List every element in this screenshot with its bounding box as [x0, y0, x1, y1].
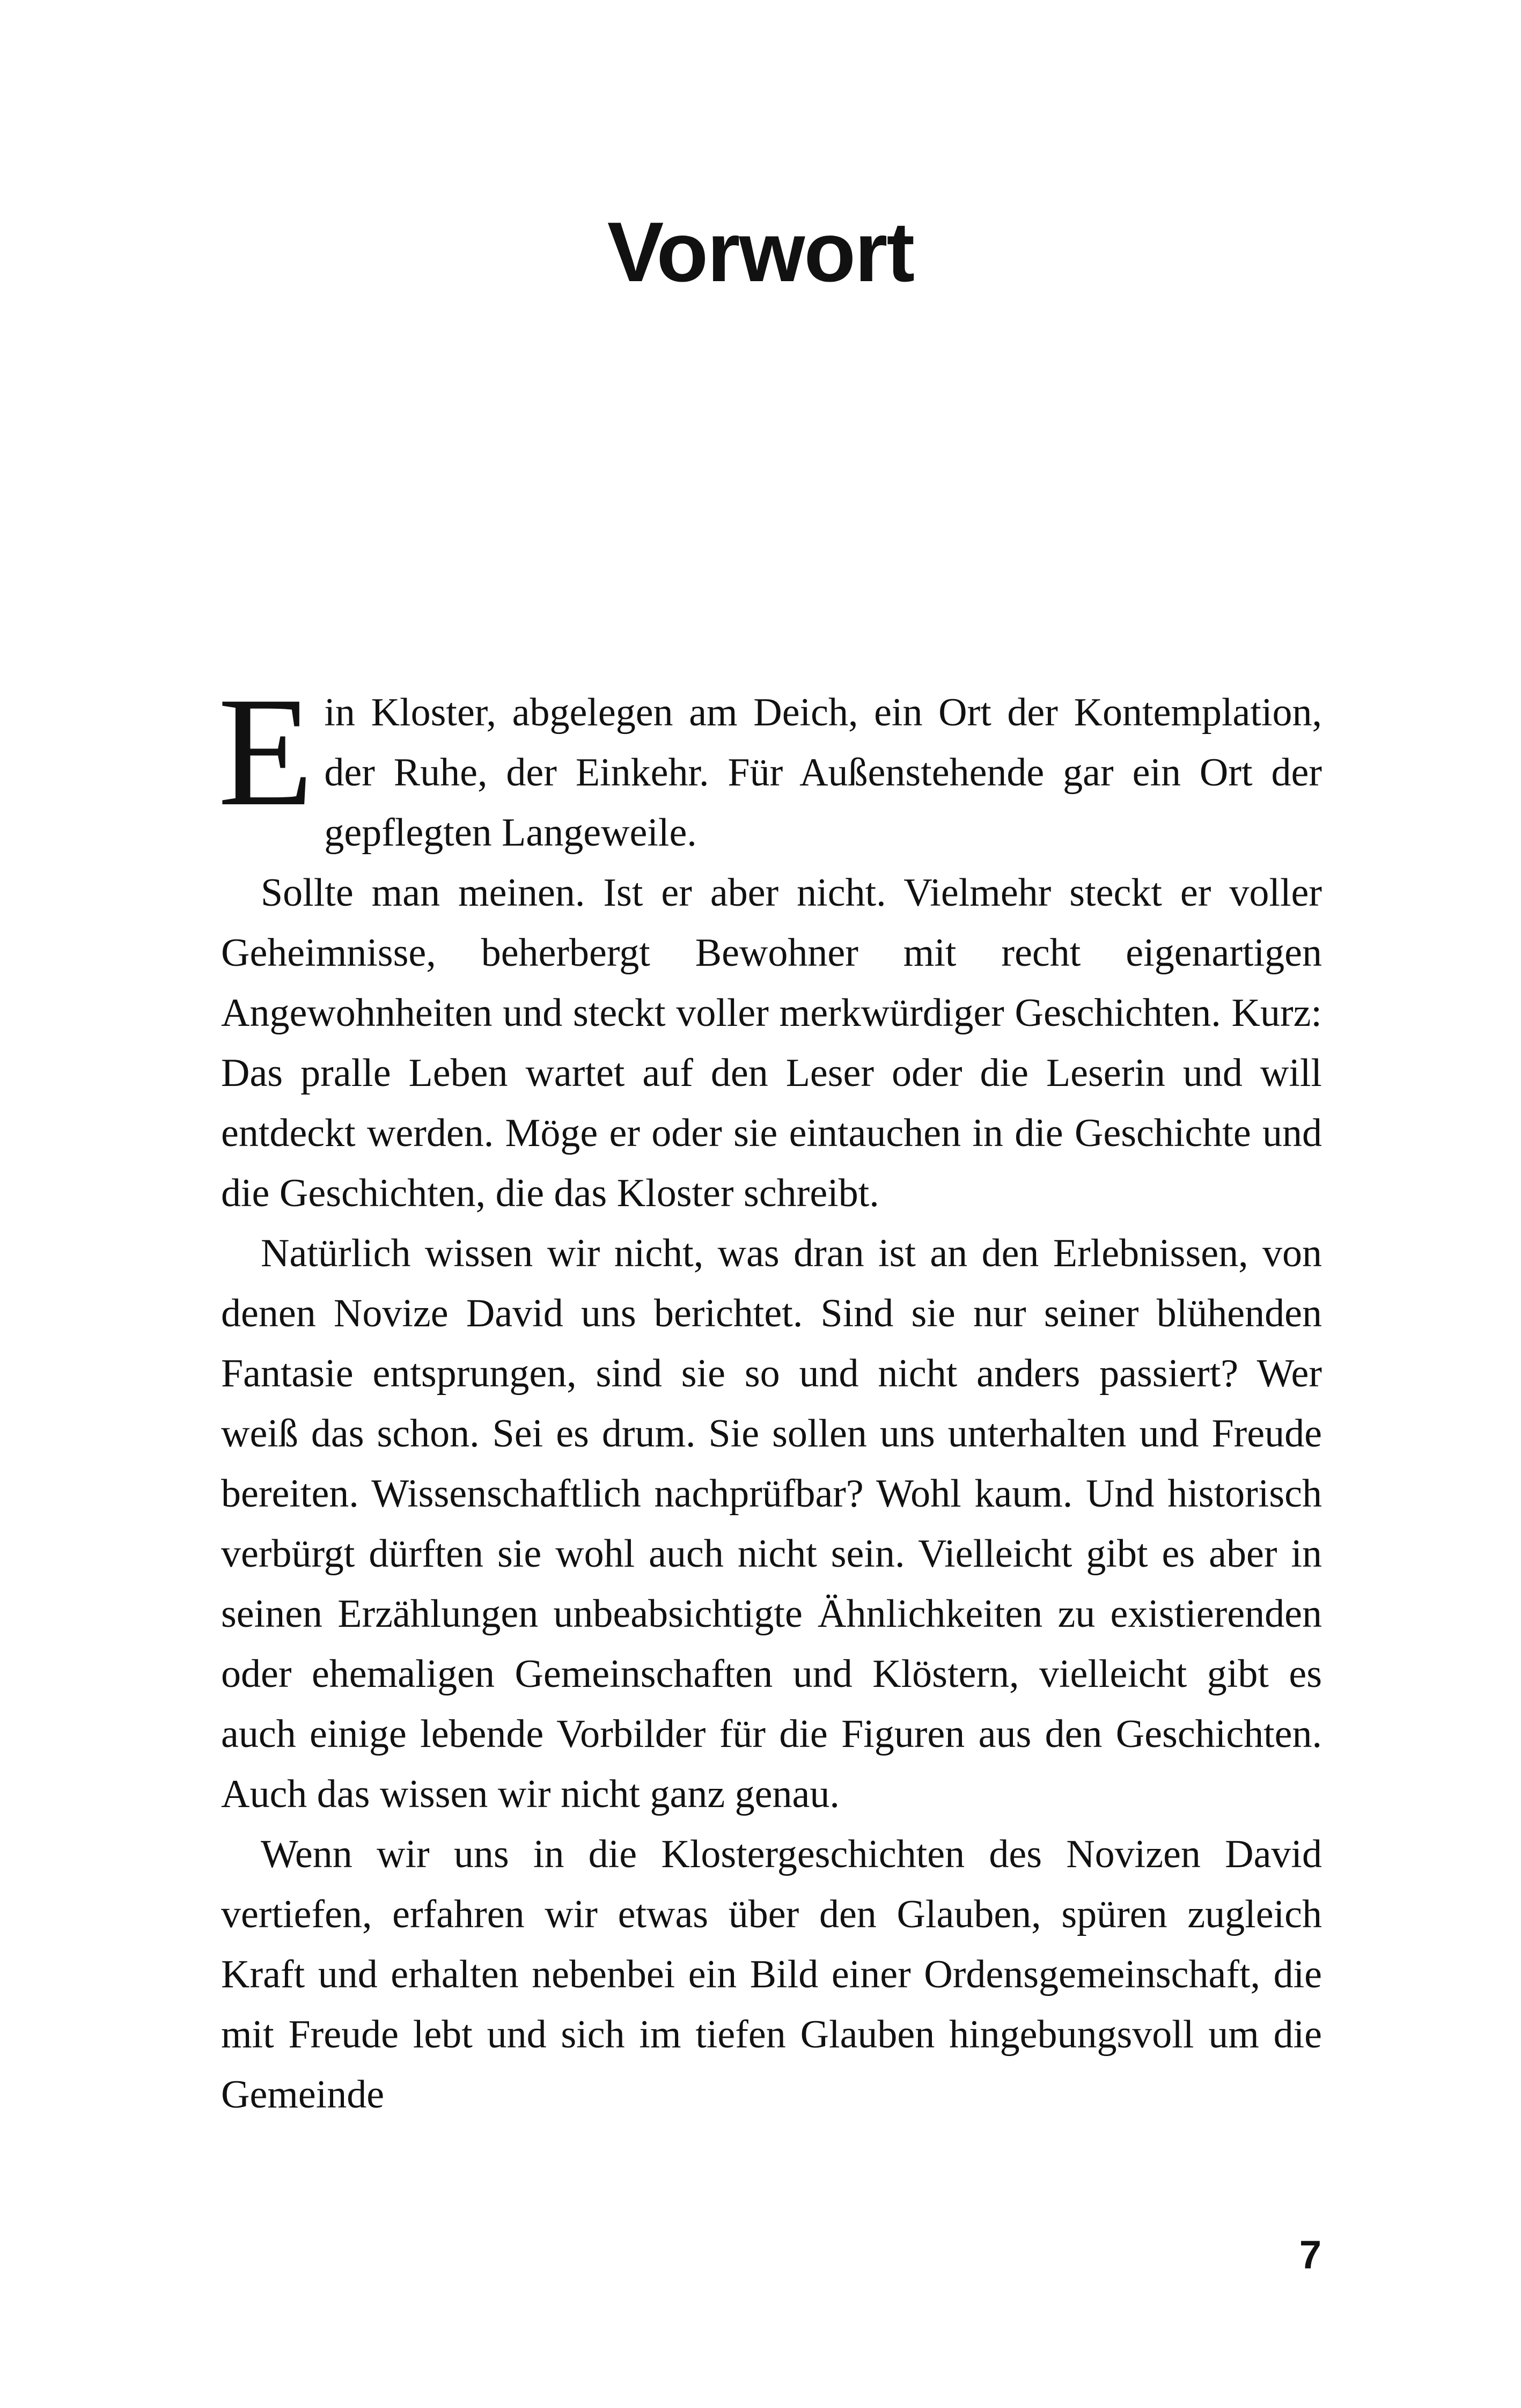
- paragraph-2: Sollte man meinen. Ist er aber nicht. Vielmehr steckt er voller Geheimnisse, beherbergt Bewohner mit recht eigenartigen Angewohnheiten und steckt voller merkwürdiger Geschichten. Kurz: Das pralle Leben wartet auf den Leser oder die Leserin und will entdeckt werden. Möge er oder sie eintauchen in die Geschichte und die Geschichten, die das Kloster schreibt.: [221, 871, 1322, 1215]
- paragraph-1: [218, 665, 1322, 863]
- chapter-title: Vorwort: [607, 205, 914, 299]
- paragraph-3: Natürlich wissen wir nicht, was dran ist an den Erlebnissen, von denen Novize David uns berichtet. Sind sie nur seiner blühenden Fantasie entsprungen, sind sie so und nicht anders passiert? Wer weiß das schon. Sei es drum. Sie sollen uns unterhalten und Freude bereiten. Wissenschaftlich nachprüfbar? Wohl kaum. Und historisch verbürgt dürften sie wohl auch nicht sein. Vielleicht gibt es aber in seinen Erzählungen unbeabsichtigte Ähnlichkeiten zu existierenden oder ehemaligen Gemeinschaften und Klöstern, vielleicht gibt es auch einige lebende Vorbilder für die Figuren aus den Geschichten. Auch das wissen wir nicht ganz genau.: [221, 1231, 1322, 1816]
- drop-cap-letter: E: [218, 665, 314, 839]
- page-number: 7: [1299, 2233, 1321, 2277]
- paragraph-1-text: in Kloster, abgelegen am Deich, ein Ort der Kontemplation, der Ruhe, der Einkehr. Für Außenstehende gar ein Ort der gepflegten Langeweile.: [324, 691, 1322, 855]
- paragraph-4: Wenn wir uns in die Klostergeschichten des Novizen David vertiefen, erfahren wir etwas über den Glauben, spüren zugleich Kraft und erhalten nebenbei ein Bild einer Ordensgemeinschaft, die mit Freude lebt und sich im tiefen Glauben hingebungsvoll um die Gemeinde: [221, 1832, 1322, 2117]
- body-text: [218, 665, 1322, 2125]
